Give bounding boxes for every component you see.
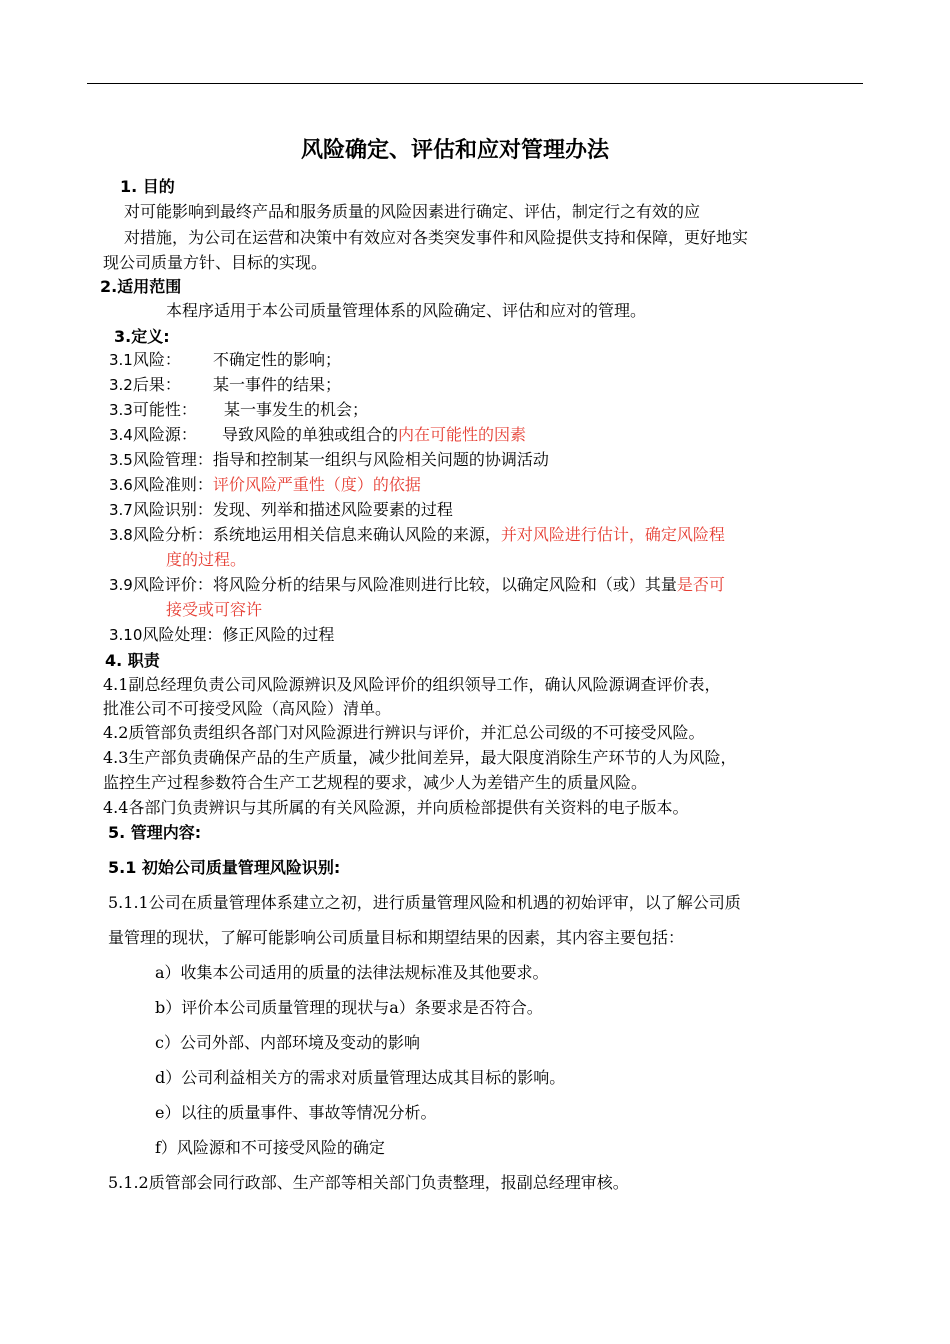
clause-5-1-1-line-2: 量管理的现状，了解可能影响公司质量目标和期望结果的因素，其内容主要包括： bbox=[108, 928, 685, 947]
clause-5-1-2: 5.1.2质管部会同行政部、生产部等相关部门负责整理，报副总经理审核。 bbox=[108, 1173, 629, 1192]
definition-3-5 bbox=[109, 449, 549, 471]
definition-3-3 bbox=[109, 399, 197, 421]
header-rule bbox=[87, 83, 863, 84]
section-1-heading: 1. 目的 bbox=[120, 177, 175, 196]
definition-number: 3.10 bbox=[109, 626, 143, 644]
definition-label: 风险管理： bbox=[132, 450, 213, 469]
list-item-a: a）收集本公司适用的质量的法律法规标准及其他要求。 bbox=[155, 963, 549, 982]
definition-3-10 bbox=[109, 624, 334, 646]
duty-4-3-line-1: 4.3生产部负责确保产品的生产质量，减少批间差异，最大限度消除生产环节的人为风险， bbox=[103, 748, 737, 767]
definition-3-1-text: 不确定性的影响； bbox=[213, 350, 342, 369]
page-title: 风险确定、评估和应对管理办法 bbox=[300, 138, 609, 163]
definition-text: 指导和控制某一组织与风险相关问题的协调活动 bbox=[212, 450, 549, 469]
section-2-heading: 2.适用范围 bbox=[100, 277, 182, 296]
definition-emphasis: 是否可 bbox=[676, 575, 725, 594]
duty-4-4: 4.4各部门负责辨识与其所属的有关风险源，并向质检部提供有关资料的电子版本。 bbox=[103, 798, 689, 817]
definition-number: 3.1 bbox=[109, 351, 133, 369]
definition-3-9-continued: 接受或可容许 bbox=[166, 600, 263, 619]
definition-number: 3.7 bbox=[109, 501, 133, 519]
definition-emphasis: 并对风险进行估计，确定风险程 bbox=[500, 525, 725, 544]
duty-4-3-line-2: 监控生产过程参数符合生产工艺规程的要求，减少人为差错产生的质量风险。 bbox=[103, 773, 648, 792]
list-item-e: e）以往的质量事件、事故等情况分析。 bbox=[155, 1103, 437, 1122]
definition-number: 3.6 bbox=[109, 476, 133, 494]
definition-label: 风险准则： bbox=[132, 475, 213, 494]
definition-number: 3.2 bbox=[109, 376, 133, 394]
definition-text: 系统地运用相关信息来确认风险的来源， bbox=[212, 525, 501, 544]
definition-label: 风险处理： bbox=[142, 625, 223, 644]
clause-5-1-1-line-1: 5.1.1公司在质量管理体系建立之初，进行质量管理风险和机遇的初始评审，以了解公司质 bbox=[108, 893, 741, 912]
definition-3-1 bbox=[109, 349, 181, 371]
definition-label: 可能性： bbox=[132, 400, 197, 419]
definition-label: 风险： bbox=[132, 350, 181, 369]
definition-3-4 bbox=[109, 424, 197, 446]
duty-4-1-line-1: 4.1副总经理负责公司风险源辨识及风险评价的组织领导工作，确认风险源调查评价表， bbox=[103, 675, 721, 694]
definition-3-2 bbox=[109, 374, 181, 396]
definition-number: 3.8 bbox=[109, 526, 133, 544]
definition-emphasis: 内在可能性的因素 bbox=[398, 425, 527, 444]
section-5-heading: 5. 管理内容: bbox=[108, 823, 202, 842]
definition-label: 风险源： bbox=[132, 425, 197, 444]
definition-text: 修正风险的过程 bbox=[222, 625, 335, 644]
definition-text: 发现、列举和描述风险要素的过程 bbox=[212, 500, 453, 519]
section-3-heading: 3.定义: bbox=[114, 327, 170, 346]
definition-number: 3.3 bbox=[109, 401, 133, 419]
section-2-line-1: 本程序适用于本公司质量管理体系的风险确定、评估和应对的管理。 bbox=[166, 301, 647, 320]
definition-label: 风险识别： bbox=[132, 500, 213, 519]
definition-3-3-text: 某一事发生的机会； bbox=[224, 400, 369, 419]
definition-3-7 bbox=[109, 499, 453, 521]
list-item-b: b）评价本公司质量管理的现状与a）条要求是否符合。 bbox=[155, 998, 543, 1017]
definition-3-9 bbox=[109, 574, 725, 596]
section-1-line-1: 对可能影响到最终产品和服务质量的风险因素进行确定、评估，制定行之有效的应 bbox=[124, 202, 701, 221]
definition-number: 3.4 bbox=[109, 426, 133, 444]
definition-3-4-text bbox=[222, 424, 526, 446]
section-1-line-3: 现公司质量方针、目标的实现。 bbox=[103, 253, 328, 272]
list-item-d: d）公司利益相关方的需求对质量管理达成其目标的影响。 bbox=[155, 1068, 566, 1087]
definition-text: 将风险分析的结果与风险准则进行比较，以确定风险和（或）其量 bbox=[212, 575, 677, 594]
definition-3-8 bbox=[109, 524, 725, 546]
definition-label: 风险分析： bbox=[132, 525, 213, 544]
definition-3-8-continued: 度的过程。 bbox=[166, 550, 247, 569]
definition-number: 3.5 bbox=[109, 451, 133, 469]
definition-text: 导致风险的单独或组合的 bbox=[222, 425, 399, 444]
list-item-f: f）风险源和不可接受风险的确定 bbox=[155, 1138, 385, 1157]
definition-label: 后果： bbox=[132, 375, 181, 394]
section-4-heading: 4. 职责 bbox=[105, 651, 160, 670]
definition-3-6 bbox=[109, 474, 421, 496]
definition-emphasis: 评价风险严重性（度）的依据 bbox=[212, 475, 421, 494]
duty-4-1-line-2: 批准公司不可接受风险（高风险）清单。 bbox=[103, 699, 392, 718]
definition-3-2-text: 某一事件的结果； bbox=[213, 375, 342, 394]
definition-number: 3.9 bbox=[109, 576, 133, 594]
section-5-1-heading: 5.1 初始公司质量管理风险识别: bbox=[108, 858, 341, 877]
duty-4-2: 4.2质管部负责组织各部门对风险源进行辨识与评价，并汇总公司级的不可接受风险。 bbox=[103, 723, 705, 742]
section-1-line-2: 对措施，为公司在运营和决策中有效应对各类突发事件和风险提供支持和保障，更好地实 bbox=[124, 228, 749, 247]
list-item-c: c）公司外部、内部环境及变动的影响 bbox=[155, 1033, 420, 1052]
definition-label: 风险评价： bbox=[132, 575, 213, 594]
